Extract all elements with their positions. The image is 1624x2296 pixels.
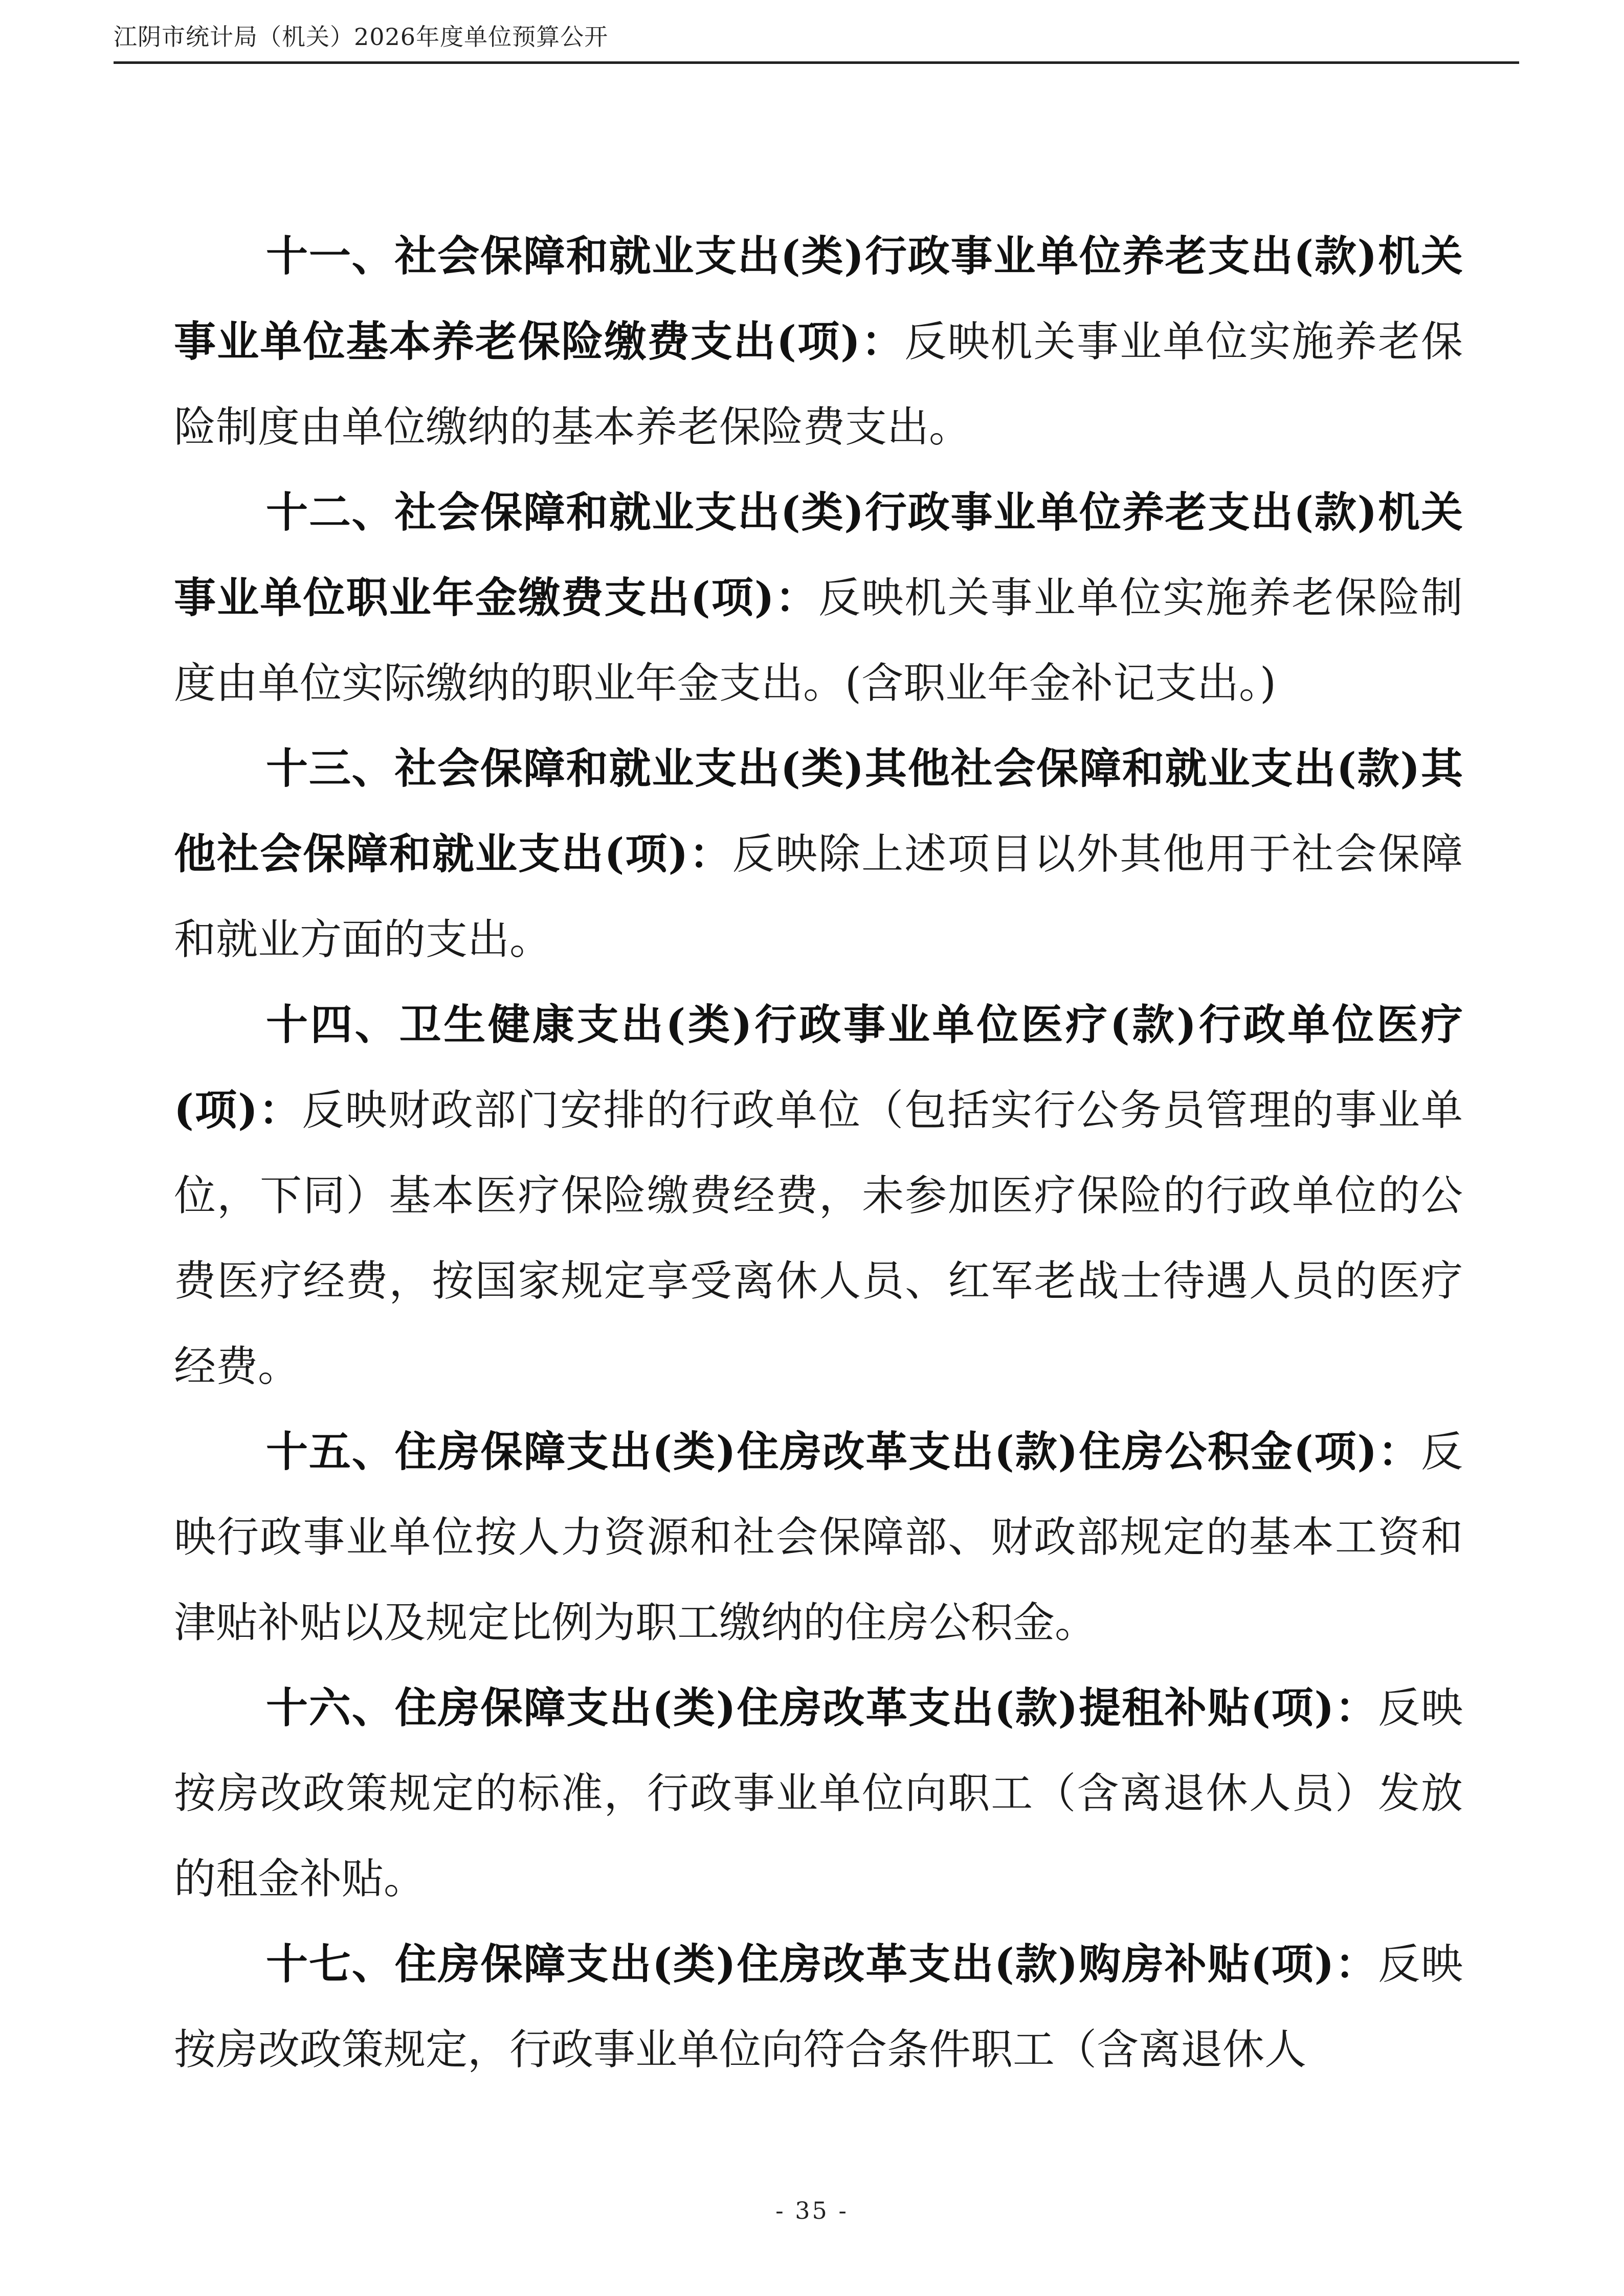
item-description: 反映财政部门安排的行政单位（包括实行公务员管理的事业单位，下同）基本医疗保险缴费经费，未参加医疗保险的行政单位的公费医疗经费，按国家规定享受离休人员、红军老战士待遇人员的医疗经费。 xyxy=(174,1086,1463,1391)
paragraph-12 xyxy=(174,470,1463,726)
page-header xyxy=(114,14,1519,64)
item-heading: 十二、社会保障和就业支出(类)行政事业单位养老支出(款)机关事业单位职业年金缴费支出(项)： xyxy=(174,488,1463,622)
document-body xyxy=(174,214,1463,2092)
paragraph-15 xyxy=(174,1409,1463,1665)
item-description: 反映机关事业单位实施养老保险制度由单位实际缴纳的职业年金支出。(含职业年金补记支出。) xyxy=(174,574,1463,708)
paragraph-16 xyxy=(174,1665,1463,1922)
item-description: 反映按房改政策规定的标准，行政事业单位向职工（含离退休人员）发放的租金补贴。 xyxy=(174,1684,1463,1903)
paragraph-17 xyxy=(174,1922,1463,2092)
item-description: 反映行政事业单位按人力资源和社会保障部、财政部规定的基本工资和津贴补贴以及规定比例为职工缴纳的住房公积金。 xyxy=(174,1428,1463,1647)
item-description: 反映机关事业单位实施养老保险制度由单位缴纳的基本养老保险费支出。 xyxy=(174,318,1463,452)
header-title: 江阴市统计局（机关）2026年度单位预算公开 xyxy=(114,23,609,51)
item-heading: 十三、社会保障和就业支出(类)其他社会保障和就业支出(款)其他社会保障和就业支出(项)： xyxy=(174,744,1463,879)
item-heading: 十六、住房保障支出(类)住房改革支出(款)提租补贴(项)： xyxy=(266,1683,1378,1732)
paragraph-14 xyxy=(174,982,1463,1409)
paragraph-13 xyxy=(174,726,1463,982)
item-heading: 十一、社会保障和就业支出(类)行政事业单位养老支出(款)机关事业单位基本养老保险缴费支出(项)： xyxy=(174,232,1463,366)
item-heading: 十五、住房保障支出(类)住房改革支出(款)住房公积金(项)： xyxy=(266,1427,1421,1476)
item-description: 反映除上述项目以外其他用于社会保障和就业方面的支出。 xyxy=(174,830,1463,964)
paragraph-11 xyxy=(174,214,1463,470)
item-heading: 十四、卫生健康支出(类)行政事业单位医疗(款)行政单位医疗(项)： xyxy=(174,1000,1463,1135)
item-description: 反映按房改政策规定，行政事业单位向符合条件职工（含离退休人 xyxy=(174,1940,1463,2074)
item-heading: 十七、住房保障支出(类)住房改革支出(款)购房补贴(项)： xyxy=(266,1940,1378,1989)
page-number: - 35 - xyxy=(775,2197,849,2224)
